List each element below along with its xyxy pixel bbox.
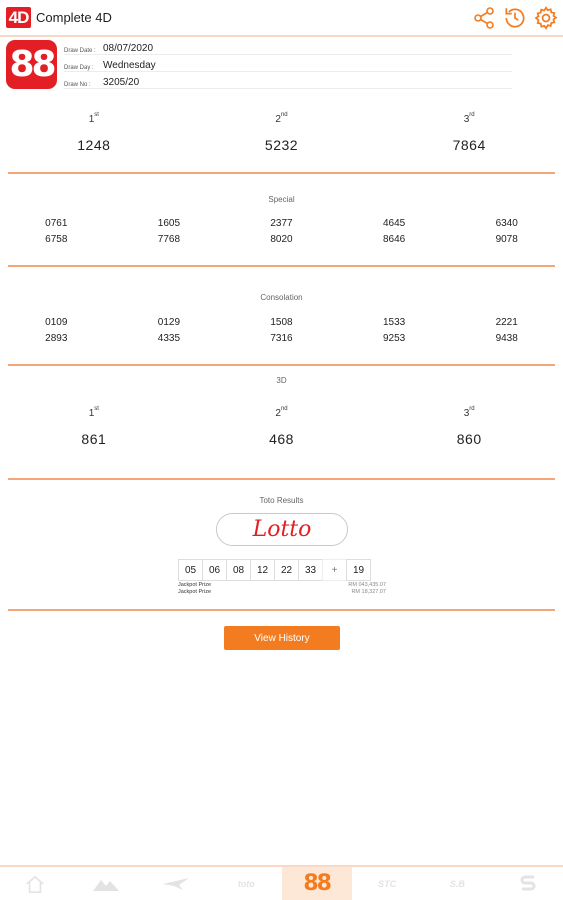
toto-bonus-number: 19 — [346, 559, 371, 581]
nav-operator-2[interactable] — [141, 867, 211, 900]
plus-sign: + — [322, 559, 347, 581]
nav-magnum-88[interactable]: 88 — [282, 867, 352, 900]
app-bar-actions — [470, 4, 559, 31]
toto-number: 06 — [202, 559, 227, 581]
draw-no-row — [64, 72, 512, 89]
jackpot-info — [178, 582, 386, 596]
draw-day-label: Draw Day : — [64, 65, 94, 71]
toto-numbers — [178, 559, 370, 581]
nav-home[interactable] — [0, 867, 70, 900]
special-numbers — [0, 218, 563, 245]
first-prize-number: 1248 — [77, 137, 111, 153]
three-d-first: 1st 861 — [0, 406, 188, 447]
special-number: 7768 — [157, 234, 181, 245]
toto-title: Toto Results — [259, 496, 304, 505]
special-number: 6340 — [495, 218, 518, 229]
three-d-third: 3rd 860 — [375, 406, 563, 447]
consolation-number: 7316 — [270, 333, 293, 344]
consolation-numbers — [0, 317, 563, 344]
special-number: 4645 — [382, 218, 406, 229]
special-number: 2377 — [270, 218, 293, 229]
draw-info — [64, 38, 512, 89]
consolation-number: 2221 — [495, 317, 518, 328]
toto-number: 22 — [274, 559, 299, 581]
consolation-number: 1533 — [382, 317, 406, 328]
view-history-button[interactable]: View History — [224, 626, 340, 650]
app-title: Complete 4D — [36, 10, 112, 25]
special-number: 8646 — [382, 234, 406, 245]
section-divider — [8, 478, 555, 480]
three-d-second: 2nd 468 — [188, 406, 376, 447]
nav-operator-1[interactable] — [70, 867, 140, 900]
draw-day-row — [64, 55, 512, 72]
nav-sb[interactable]: S.B — [449, 878, 465, 889]
three-d-first-number: 861 — [81, 431, 107, 447]
special-number: 9078 — [495, 234, 518, 245]
toto-number: 12 — [250, 559, 275, 581]
special-number: 6758 — [45, 234, 68, 245]
app-logo: 4D — [6, 7, 31, 28]
special-title: Special — [268, 195, 295, 204]
three-d-second-number: 468 — [269, 431, 294, 447]
three-d-title: 3D — [276, 376, 287, 385]
home-icon — [24, 874, 46, 894]
consolation-number: 2893 — [45, 333, 68, 344]
draw-date-row — [64, 38, 512, 55]
top-prizes — [0, 112, 563, 153]
second-prize: 2nd 5232 — [188, 112, 376, 153]
special-number: 0761 — [45, 218, 68, 229]
section-divider — [8, 609, 555, 611]
special-number: 8020 — [270, 234, 293, 245]
consolation-number: 4335 — [157, 333, 181, 344]
bird-icon — [163, 878, 189, 890]
app-bar-divider — [0, 35, 563, 37]
jackpot-value: RM 043,435.07 — [348, 582, 386, 588]
bottom-nav — [0, 867, 563, 900]
third-prize: 3rd 7864 — [375, 112, 563, 153]
section-divider — [8, 172, 555, 174]
app-bar — [0, 0, 563, 36]
jackpot-label: Jackpot Prize — [178, 582, 212, 588]
consolation-number: 0129 — [157, 317, 181, 328]
toto-number: 33 — [298, 559, 323, 581]
section-divider — [8, 265, 555, 267]
consolation-number: 1508 — [270, 317, 293, 328]
mountain-icon — [93, 877, 119, 891]
three-d-prizes — [0, 406, 563, 447]
draw-no-label: Draw No : — [64, 82, 91, 88]
three-d-third-number: 860 — [456, 431, 482, 447]
draw-day: Wednesday — [103, 60, 156, 71]
consolation-number: 9253 — [382, 333, 406, 344]
draw-date: 08/07/2020 — [103, 43, 154, 54]
lotto-logo: Lotto — [216, 513, 348, 546]
consolation-number: 0109 — [45, 317, 68, 328]
first-prize: 1st 1248 — [0, 112, 188, 153]
refresh-icon[interactable] — [501, 4, 528, 31]
consolation-title: Consolation — [260, 293, 303, 302]
nav-toto[interactable]: toto — [237, 878, 255, 889]
jackpot-label: Jackpot Prize — [178, 589, 212, 595]
draw-date-label: Draw Date : — [64, 48, 96, 54]
consolation-number: 9438 — [495, 333, 518, 344]
operator-logo: 88 — [6, 40, 57, 89]
section-divider — [8, 364, 555, 366]
second-prize-number: 5232 — [264, 137, 299, 153]
toto-number: 08 — [226, 559, 251, 581]
nav-operator-last[interactable] — [493, 867, 563, 900]
toto-number: 05 — [178, 559, 203, 581]
jackpot-value: RM 18,327.07 — [351, 589, 386, 595]
s-logo-icon — [519, 874, 537, 894]
draw-no: 3205/20 — [103, 77, 140, 88]
share-icon[interactable] — [470, 4, 497, 31]
settings-icon[interactable] — [532, 4, 559, 31]
nav-stc[interactable]: STC — [378, 878, 397, 889]
third-prize-number: 7864 — [452, 137, 486, 153]
special-number: 1605 — [157, 218, 181, 229]
